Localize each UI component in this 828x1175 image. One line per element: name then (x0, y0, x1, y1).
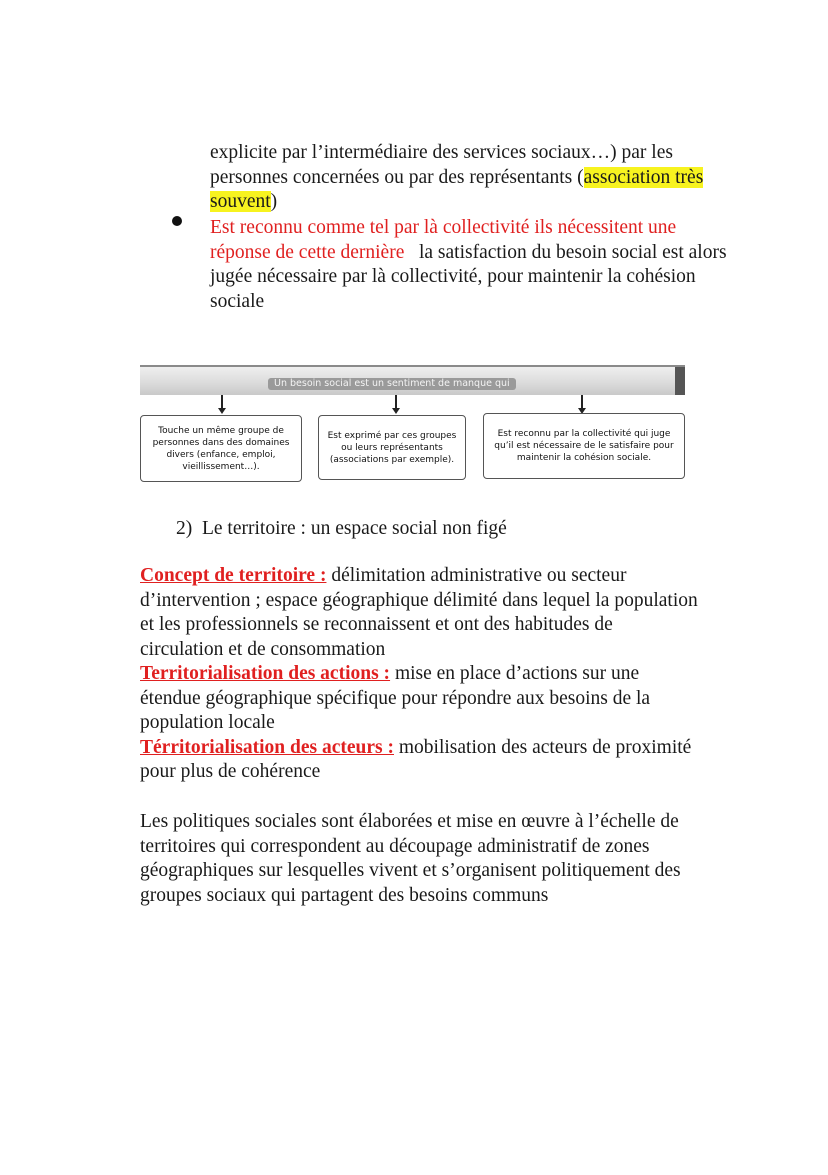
closing-paragraph: Les politiques sociales sont élaborées et mise en œuvre à l’échelle de territoires qui correspondent au découpage administratif de zones géographiques sur lesquelles vivent et s’organisent politiquement des groupes sociaux qui partagent des besoins communs (140, 811, 681, 906)
arrow-1-icon (218, 408, 226, 414)
banner-edge (675, 367, 685, 395)
arrow-1-line (221, 395, 223, 409)
concept-term: Concept de territoire : (140, 565, 327, 586)
continuation-text: explicite par l’intermédiaire des services sociaux…) par les personnes concernées ou par des représentants ( (210, 142, 673, 188)
bullet-point-icon (172, 216, 182, 226)
concept-term: Térritorialisation des acteurs : (140, 736, 394, 758)
besoin-social-diagram (140, 365, 685, 485)
concept-territorialisation-actions (140, 662, 700, 736)
concept-territorialisation-acteurs (140, 736, 700, 785)
diagram-box-exprime: Est exprimé par ces groupes ou leurs représentants (associations par exemple). (318, 415, 466, 480)
arrow-3-line (581, 395, 583, 409)
arrow-2-line (395, 395, 397, 409)
concept-territoire (140, 564, 700, 662)
concept-text: mobilisation des acteurs de proximité pour plus de cohérence (140, 736, 692, 782)
diagram-banner-text: Un besoin social est un sentiment de manque qui (268, 378, 516, 390)
diagram-box-reconnu: Est reconnu par la collectivité qui juge qu’il est nécessaire de le satisfaire pour maintenir la cohésion sociale. (483, 413, 685, 479)
continuation-end: ) (270, 191, 278, 212)
diagram-box-groupe: Touche un même groupe de personnes dans des domaines divers (enfance, emploi, vieillissement…). (140, 415, 302, 482)
highlighted-text: association très souvent (210, 166, 704, 212)
arrow-2-icon (392, 408, 400, 414)
bullet-item-recognition (210, 216, 730, 314)
diagram-banner (140, 365, 685, 395)
bullet-red-text: Est reconnu comme tel par là collectivité ils nécessitent une réponse de cette dernière (210, 217, 677, 263)
concept-definitions (140, 564, 700, 785)
bullet-continuation (210, 141, 730, 215)
concept-term: Territorialisation des actions : (140, 663, 391, 684)
bullet-rest-text: la satisfaction du besoin social est alors jugée nécessaire par là collectivité, pour maintenir la cohésion sociale (210, 241, 732, 312)
section-heading-territoire: 2) Le territoire : un espace social non figé (176, 518, 507, 539)
concept-text: mise en place d’actions sur une étendue géographique spécifique pour répondre aux besoins de la population locale (140, 663, 651, 733)
concept-text: délimitation administrative ou secteur d’intervention ; espace géographique délimité dans lequel la population et les professionnels se reconnaissent et ont des habitudes de circulation et de consommation (140, 565, 698, 660)
